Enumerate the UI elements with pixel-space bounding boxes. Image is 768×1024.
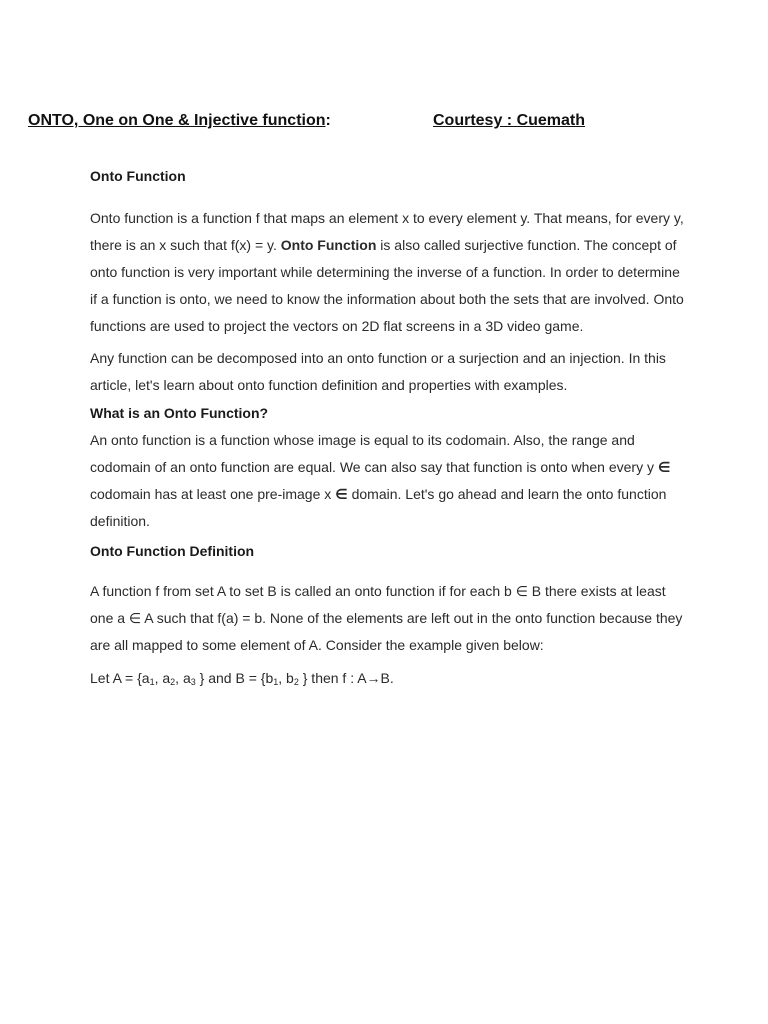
element-of-symbol: ∈ [335, 486, 348, 502]
onto-function-section [90, 163, 690, 190]
definition-paragraph: A function f from set A to set B is called an onto function if for each b ∈ B there exists at least one a ∈ A such that f(a) = b. None of the elements are left out in the onto function because they are all mapped to some element of A. Consider the example given below: [90, 583, 683, 653]
courtesy-label: Courtesy : Cuemath [433, 112, 586, 129]
what-is-section [90, 400, 690, 535]
document-title: ONTO, One on One & Injective function: [28, 112, 331, 129]
intro-paragraph: Onto function is a function f that maps an element x to every element y. That means, for every y, there is an x such that f(x) = y. Onto Function is also called surjective function. The concept of onto function is very important while determining the inverse of a function. In order to determine if a function is onto, we need to know the information about both the sets that are involved. Onto functions are used to project the vectors on 2D flat screens in a 3D video game. [90, 210, 684, 334]
section-heading-onto-function: Onto Function [90, 168, 186, 184]
decomposition-paragraph: Any function can be decomposed into an onto function or a surjection and an injection. In this article, let's learn about onto function definition and properties with examples. [90, 350, 666, 393]
what-is-paragraph: An onto function is a function whose image is equal to its codomain. Also, the range and codomain of an onto function are equal. We can also say that function is onto when every y ∈ codomain has at least one pre-image x ∈ domain. Let's go ahead and learn the onto function definition. [90, 432, 671, 529]
section-heading-what-is: What is an Onto Function? [90, 405, 269, 421]
section-heading-definition: Onto Function Definition [90, 543, 255, 559]
element-of-symbol: ∈ [657, 459, 671, 475]
example-line: Let $A = \{a_1$, $a_2$, $a_3$ } and $B = \{b_1$, $b_2$ } then f : A→B. [90, 670, 394, 687]
definition-heading-block [90, 538, 690, 565]
onto-function-bold: Onto Function [280, 237, 377, 253]
